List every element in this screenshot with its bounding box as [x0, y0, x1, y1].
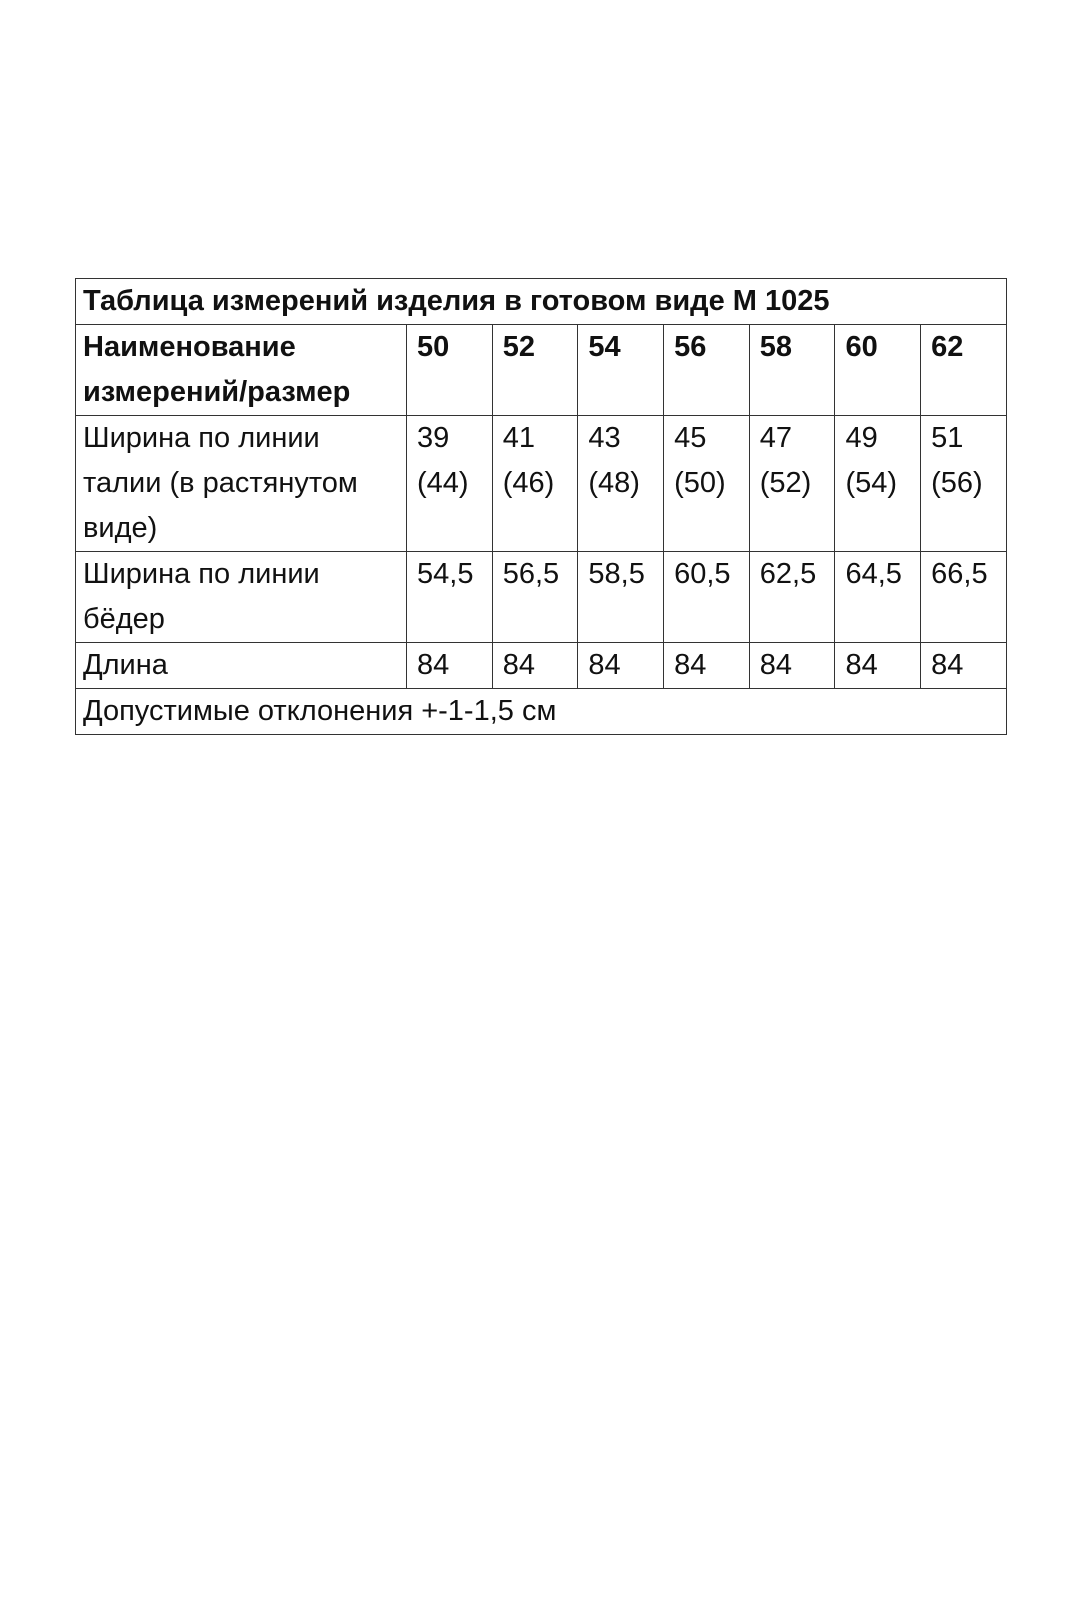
- table-cell: 41 (46): [492, 416, 578, 552]
- size-header-cell: 58: [749, 325, 835, 416]
- size-header-cell: 52: [492, 325, 578, 416]
- table-cell: 60,5: [664, 552, 750, 643]
- table-cell: 39 (44): [407, 416, 493, 552]
- table-cell: 51 (56): [921, 416, 1007, 552]
- table-cell: 49 (54): [835, 416, 921, 552]
- table-cell: 84: [492, 643, 578, 689]
- table-cell: 84: [921, 643, 1007, 689]
- table-row: [76, 552, 1007, 643]
- size-header-cell: 50: [407, 325, 493, 416]
- table-title: Таблица измерений изделия в готовом виде М 1025: [76, 279, 1007, 325]
- tolerance-note: Допустимые отклонения +-1-1,5 см: [76, 689, 1007, 735]
- table-title-row: [76, 279, 1007, 325]
- measurement-size-header: Наименование измерений/размер: [76, 325, 407, 416]
- table-note-row: [76, 689, 1007, 735]
- table-cell: 66,5: [921, 552, 1007, 643]
- table-cell: 84: [664, 643, 750, 689]
- table-row: [76, 416, 1007, 552]
- size-header-cell: 62: [921, 325, 1007, 416]
- table-cell: 84: [749, 643, 835, 689]
- table-cell: 47 (52): [749, 416, 835, 552]
- table-cell: 84: [578, 643, 664, 689]
- table-row: [76, 643, 1007, 689]
- table-cell: 62,5: [749, 552, 835, 643]
- row-label-hip-width: Ширина по линии бёдер: [76, 552, 407, 643]
- table-cell: 84: [835, 643, 921, 689]
- table-header-row: [76, 325, 1007, 416]
- table-cell: 58,5: [578, 552, 664, 643]
- table-cell: 43 (48): [578, 416, 664, 552]
- table-cell: 54,5: [407, 552, 493, 643]
- size-measurement-table: [75, 278, 1007, 735]
- size-header-cell: 60: [835, 325, 921, 416]
- table-cell: 64,5: [835, 552, 921, 643]
- size-header-cell: 54: [578, 325, 664, 416]
- table-cell: 84: [407, 643, 493, 689]
- table-cell: 56,5: [492, 552, 578, 643]
- size-header-cell: 56: [664, 325, 750, 416]
- row-label-waist-width: Ширина по линии талии (в растянутом виде): [76, 416, 407, 552]
- table-cell: 45 (50): [664, 416, 750, 552]
- row-label-length: Длина: [76, 643, 407, 689]
